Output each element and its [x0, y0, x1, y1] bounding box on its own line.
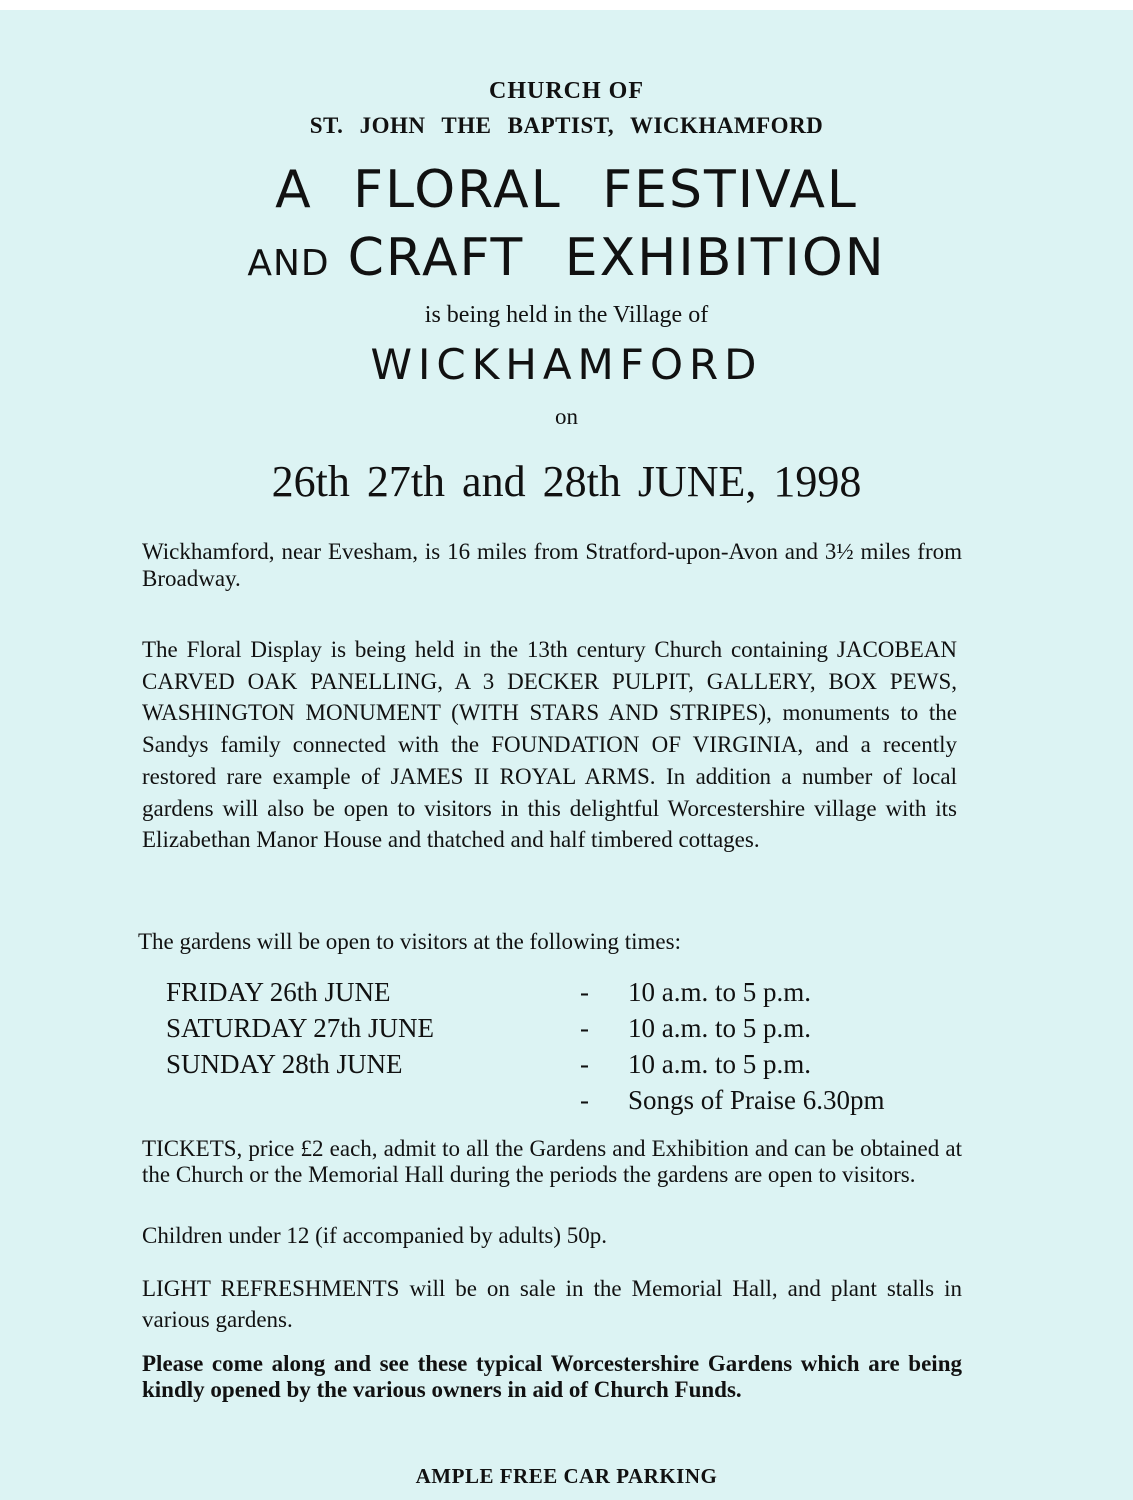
- subtitle-held: is being held in the Village of: [424, 302, 709, 328]
- title-and: AND: [247, 243, 330, 284]
- refreshments-paragraph: LIGHT REFRESHMENTS will be on sale in the Memorial Hall, and plant stalls in various gardens.: [142, 1276, 962, 1333]
- schedule-dash: -: [580, 1085, 589, 1115]
- invitation-paragraph: Please come along and see these typical Worcestershire Gardens which are being kindly opened by the various owners in aid of Church Funds.: [142, 1351, 962, 1402]
- schedule-day: FRIDAY 26th JUNE: [166, 977, 391, 1007]
- schedule-day: SUNDAY 28th JUNE: [166, 1049, 403, 1079]
- word-on: on: [555, 404, 578, 429]
- children-price: Children under 12 (if accompanied by adults) 50p.: [142, 1223, 607, 1248]
- car-parking-notice: AMPLE FREE CAR PARKING: [415, 1464, 718, 1488]
- schedule-dash: -: [580, 977, 589, 1007]
- tickets-paragraph: TICKETS, price £2 each, admit to all the Gardens and Exhibition and can be obtained at the Church or the Memorial Hall during the periods the gardens are open to visitors.: [142, 1136, 962, 1188]
- header-church-name: ST. JOHN THE BAPTIST, WICKHAMFORD: [309, 113, 824, 138]
- schedule-time: 10 a.m. to 5 p.m.: [628, 1013, 811, 1043]
- location-paragraph: Wickhamford, near Evesham, is 16 miles from Stratford-upon-Avon and 3½ miles from Broadway.: [142, 539, 962, 592]
- display-paragraph: The Floral Display is being held in the 13th century Church containing JACOBEAN CARVED OAK PANELLING, A 3 DECKER PULPIT, GALLERY, BOX PEWS, WASHINGTON MONUMENT (WITH STARS AND STRIPES), monuments to the Sandys family connected with the FOUNDATION OF VIRGINIA, and a recently restored rare example of JAMES II ROYAL ARMS. In addition a number of local gardens will also be open to visitors in this delightful Worcestershire village with its Elizabethan Manor House and thatched and half timbered cottages.: [142, 637, 957, 853]
- title-floral-festival: A FLORAL FESTIVAL: [275, 160, 858, 220]
- schedule-dash: -: [580, 1013, 589, 1043]
- schedule-time: 10 a.m. to 5 p.m.: [628, 977, 811, 1007]
- title-craft-exhibition-text: CRAFT EXHIBITION: [347, 228, 886, 288]
- schedule-dash: -: [580, 1049, 589, 1079]
- schedule-time: Songs of Praise 6.30pm: [628, 1085, 885, 1115]
- schedule-day: SATURDAY 27th JUNE: [166, 1013, 435, 1043]
- event-dates: 26th 27th and 28th JUNE, 1998: [271, 457, 862, 506]
- schedule-time: 10 a.m. to 5 p.m.: [628, 1049, 811, 1079]
- title-craft-exhibition: [0, 228, 1133, 288]
- village-name: WICKHAMFORD: [370, 340, 763, 389]
- gardens-intro: The gardens will be open to visitors at the following times:: [138, 929, 681, 954]
- header-church-of: CHURCH OF: [489, 78, 644, 104]
